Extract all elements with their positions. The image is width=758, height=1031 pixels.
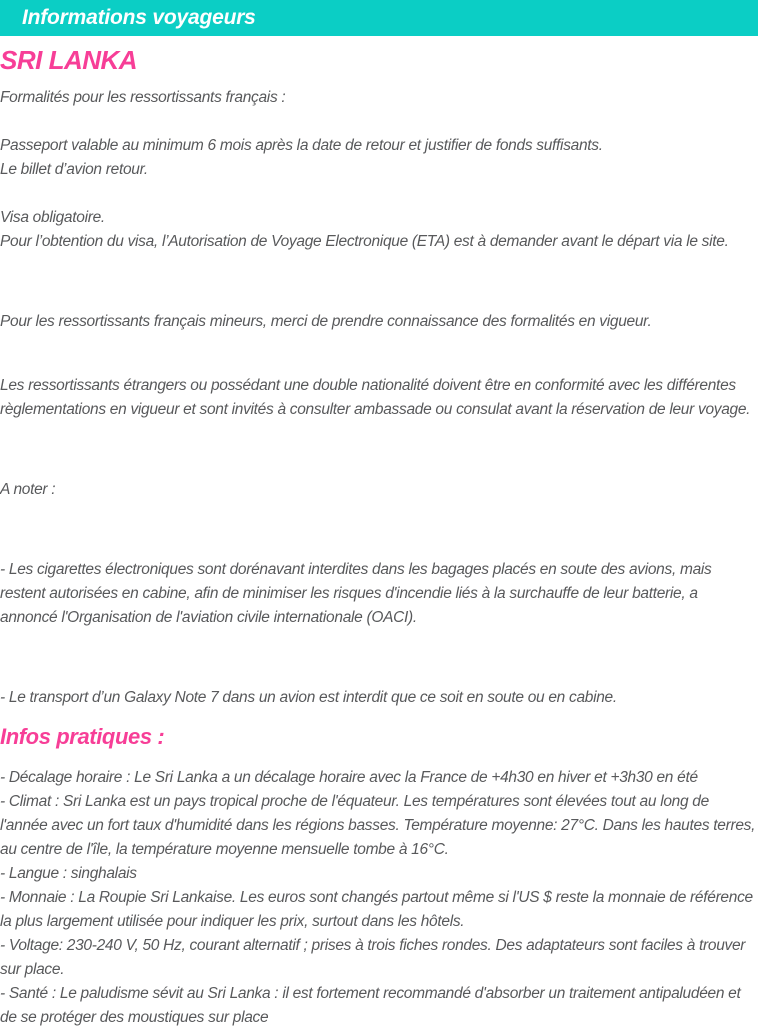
practical-info-section	[0, 766, 758, 1030]
practical-item-climate: - Climat : Sri Lanka est un pays tropical proche de l'équateur. Les températures sont élevées tout au long de l'année avec un fort taux d'humidité dans les régions basses. Température moyenne: 27°C. Dans les hautes terres, au centre de l'île, la température moyenne mensuelle tombe à 16°C.	[0, 793, 756, 858]
practical-item-currency: - Monnaie : La Roupie Sri Lankaise. Les euros sont changés partout même si l'US $ reste la monnaie de référence la plus largement utilisée pour indiquer les prix, surtout dans les hôtels.	[0, 889, 753, 930]
country-heading: SRI LANKA	[0, 45, 138, 75]
note-ecigarettes: - Les cigarettes électroniques sont dorénavant interdites dans les bagages placés en soute des avions, mais restent autorisées en cabine, afin de minimiser les risques d'incendie liés à la surchauffe de leur batterie, a annoncé l'Organisation de l'aviation civile internationale (OACI).	[0, 561, 712, 626]
note-galaxy-note7: - Le transport d’un Galaxy Note 7 dans un avion est interdit que ce soit en soute ou en cabine.	[0, 689, 617, 706]
formalities-minors: Pour les ressortissants français mineurs, merci de prendre connaissance des formalités en vigueur.	[0, 313, 652, 330]
formalities-section	[0, 86, 758, 710]
practical-info-heading: Infos pratiques :	[0, 724, 165, 749]
formalities-dual-nationality: Les ressortissants étrangers ou possédant une double nationalité doivent être en conformité avec les différentes règlementations en vigueur et sont invités à consulter ambassade ou consulat avant la réservation de leur voyage.	[0, 377, 751, 418]
formalities-intro: Formalités pour les ressortissants français :	[0, 89, 286, 106]
practical-item-language: - Langue : singhalais	[0, 865, 137, 882]
formalities-visa: Visa obligatoire.	[0, 209, 105, 226]
note-label: A noter :	[0, 481, 56, 498]
banner-title: Informations voyageurs	[22, 6, 256, 29]
traveler-info-banner	[0, 0, 758, 36]
practical-item-timezone: - Décalage horaire : Le Sri Lanka a un décalage horaire avec la France de +4h30 en hiver et +3h30 en été	[0, 769, 698, 786]
traveler-info-content	[0, 44, 758, 1030]
practical-item-health: - Santé : Le paludisme sévit au Sri Lanka : il est fortement recommandé d'absorber un traitement antipaludéen et de se protéger des moustiques sur place	[0, 985, 741, 1026]
practical-item-voltage: - Voltage: 230-240 V, 50 Hz, courant alternatif ; prises à trois fiches rondes. Des adaptateurs sont faciles à trouver sur place.	[0, 937, 746, 978]
formalities-return-ticket: Le billet d’avion retour.	[0, 161, 148, 178]
formalities-passport: Passeport valable au minimum 6 mois après la date de retour et justifier de fonds suffisants.	[0, 137, 603, 154]
formalities-visa-eta: Pour l’obtention du visa, l’Autorisation de Voyage Electronique (ETA) est à demander avant le départ via le site.	[0, 233, 729, 250]
